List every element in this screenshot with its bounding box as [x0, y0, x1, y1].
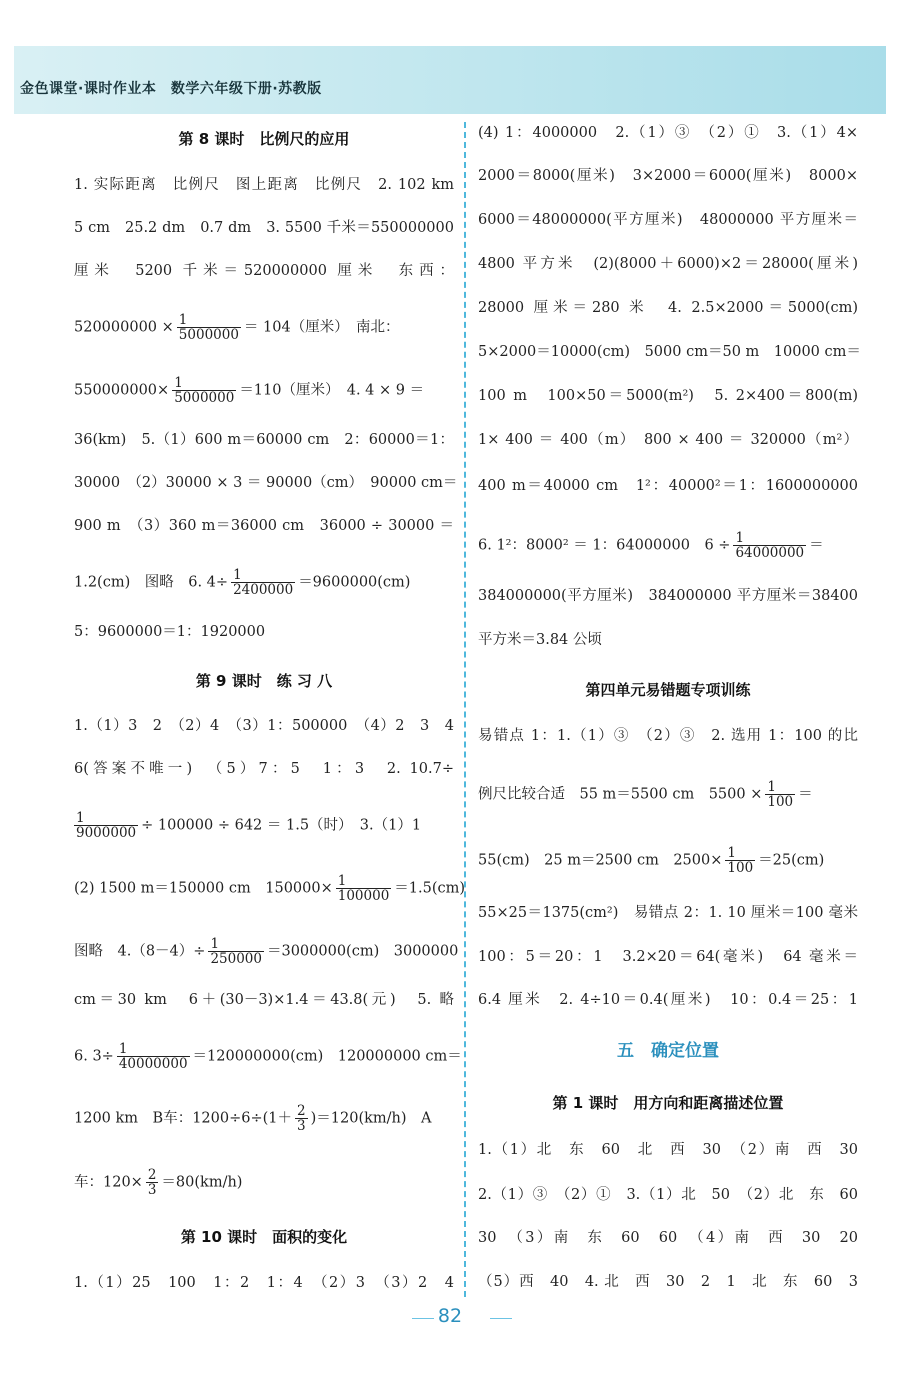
fraction: $\frac{1}{2400000}$ — [233, 567, 294, 598]
text-line: 2.（1）③ （2）① 3.（1）北 50 （2）北 东 60 — [478, 1187, 858, 1203]
text-line: 6. 3÷ $\frac{1}{40000000}$ ＝120000000(cm) 120000000 cm＝ — [74, 1041, 462, 1072]
text-line: 1× 400 ＝ 400（m） 800 × 400 ＝ 320000（m²） — [478, 432, 858, 448]
text-line: 400 m＝40000 cm 1²：40000²＝1：1600000000 — [478, 478, 858, 494]
text-line: 100：5＝20：1 3.2×20＝64(毫米) 64 毫米＝ — [478, 949, 858, 965]
text-line: 30000 （2）30000 × 3 ＝ 90000（cm） 90000 cm＝ — [74, 475, 458, 491]
fraction: $\frac{1}{5000000}$ — [174, 375, 235, 406]
text-line: 1.（1）3 2 （2）4 （3）1：500000 （4）2 3 4 — [74, 718, 454, 734]
text-line: cm＝30 km 6＋(30－3)×1.4＝43.8(元) 5. 略 — [74, 992, 454, 1008]
text-line: 30 （3）南 东 60 60 （4）南 西 30 20 — [478, 1230, 858, 1246]
text-line: 6. 1²：8000² ＝ 1：64000000 6 ÷ $\frac{1}{64000000}$ ＝ — [478, 530, 824, 561]
text-line: 1.（1）北 东 60 北 西 30 （2）南 西 30 — [478, 1142, 858, 1158]
unit5-lesson1-heading: 第 1 课时 用方向和距离描述位置 — [552, 1094, 784, 1112]
text-line: 100 m 100×50＝5000(m²) 5. 2×400＝800(m) — [478, 388, 858, 404]
text-line: 图略 4.（8－4）÷ $\frac{1}{250000}$ ＝3000000(cm) 3000000 — [74, 936, 459, 967]
text-line: 550000000× $\frac{1}{5000000}$ ＝110（厘米） 4. 4 × 9 ＝ — [74, 375, 425, 406]
text-line: 36(km) 5.（1）600 m＝60000 cm 2：60000＝1： — [74, 432, 454, 448]
text-line: $\frac{1}{9000000}$ ÷ 100000 ÷ 642 ＝ 1.5（时） 3.（1）1 — [76, 810, 422, 841]
fraction: $\frac{2}{3}$ — [147, 1167, 157, 1198]
text-line: 6.4 厘米 2. 4÷10＝0.4(厘米) 10：0.4＝25：1 — [478, 992, 858, 1008]
fraction: $\frac{1}{250000}$ — [210, 936, 262, 967]
text-line: 5 cm 25.2 dm 0.7 dm 3. 5500 千米＝550000000 — [74, 220, 454, 236]
text-line: 55×25＝1375(cm²) 易错点 2：1. 10 厘米＝100 毫米 — [478, 905, 858, 921]
text-line: 车：120× $\frac{2}{3}$ ＝80(km/h) — [74, 1167, 243, 1198]
text-line: 5：9600000＝1：1920000 — [74, 624, 266, 640]
text-line: 平方米＝3.84 公顷 — [478, 632, 602, 648]
header-banner — [14, 46, 886, 114]
text-line: 520000000 × $\frac{1}{5000000}$ ＝ 104（厘米） 南北： — [74, 312, 400, 343]
text-line: 900 m （3）360 m＝36000 cm 36000 ÷ 30000 ＝ — [74, 518, 454, 534]
lesson8-heading: 第 8 课时 比例尺的应用 — [178, 130, 350, 148]
text-line: 1.2(cm) 图略 6. 4÷ $\frac{1}{2400000}$ ＝9600000(cm) — [74, 567, 411, 598]
fraction: $\frac{1}{100000}$ — [337, 873, 390, 904]
text-line: 4800 平方米 (2)(8000＋6000)×2＝28000(厘米) — [478, 256, 858, 272]
fraction: $\frac{1}{100}$ — [727, 845, 754, 876]
lesson9-heading: 第 9 课时 练 习 八 — [195, 672, 333, 690]
text-line: （5）西 40 4. 北 西 30 2 1 北 东 60 3 — [478, 1274, 858, 1290]
column-divider — [464, 122, 466, 1297]
text-line: 55(cm) 25 m＝2500 cm 2500× $\frac{1}{100}$ ＝25(cm) — [478, 845, 825, 876]
lesson10-heading: 第 10 课时 面积的变化 — [180, 1228, 348, 1246]
text-line: (4) 1：4000000 2.（1）③ （2）① 3.（1）4× — [478, 125, 858, 141]
fraction: $\frac{2}{3}$ — [297, 1103, 306, 1134]
fraction: $\frac{1}{40000000}$ — [118, 1041, 188, 1072]
fraction: $\frac{1}{100}$ — [767, 779, 794, 810]
text-line: 5×2000＝10000(cm) 5000 cm＝50 m 10000 cm＝ — [478, 344, 861, 360]
text-line: 6000＝48000000(平方厘米) 48000000 平方厘米＝ — [478, 212, 858, 228]
text-line: 易错点 1：1.（1）③ （2）③ 2. 选用 1：100 的比 — [478, 728, 858, 744]
text-line: 例尺比较合适 55 m＝5500 cm 5500 × $\frac{1}{100}$ ＝ — [478, 779, 813, 810]
unit5-title: 五 确定位置 — [617, 1041, 719, 1061]
text-line: 2000＝8000(厘米) 3×2000＝6000(厘米) 8000× — [478, 168, 858, 184]
text-line: 1.（1）25 100 1：2 1：4 （2）3 （3）2 4 — [74, 1275, 454, 1291]
text-line: 厘米 5200 千米＝520000000 厘米 东西： — [74, 263, 454, 279]
page-number: 82 — [437, 1305, 463, 1327]
text-line: 1. 实际距离 比例尺 图上距离 比例尺 2. 102 km — [74, 177, 454, 193]
text-line: 384000000(平方厘米) 384000000 平方厘米＝38400 — [478, 588, 858, 604]
header-title: 金色课堂·课时作业本 数学六年级下册·苏教版 — [20, 81, 322, 97]
fraction: $\frac{1}{64000000}$ — [735, 530, 805, 561]
fraction: $\frac{1}{9000000}$ — [76, 810, 137, 841]
unit4-heading: 第四单元易错题专项训练 — [585, 681, 751, 699]
text-line: 6(答案不唯一) （5）7：5 1：3 2. 10.7÷ — [74, 761, 454, 777]
footer-rule-right — [490, 1318, 512, 1319]
fraction: $\frac{1}{5000000}$ — [178, 312, 239, 343]
text-line: 28000 厘米＝280 米 4. 2.5×2000＝5000(cm) — [478, 300, 858, 316]
text-line: (2) 1500 m＝150000 cm 150000× $\frac{1}{100000}$ ＝1.5(cm) — [74, 873, 466, 904]
text-line: 1200 km B车：1200÷6÷(1＋ $\frac{2}{3}$ )＝120(km/h) A — [74, 1103, 432, 1134]
